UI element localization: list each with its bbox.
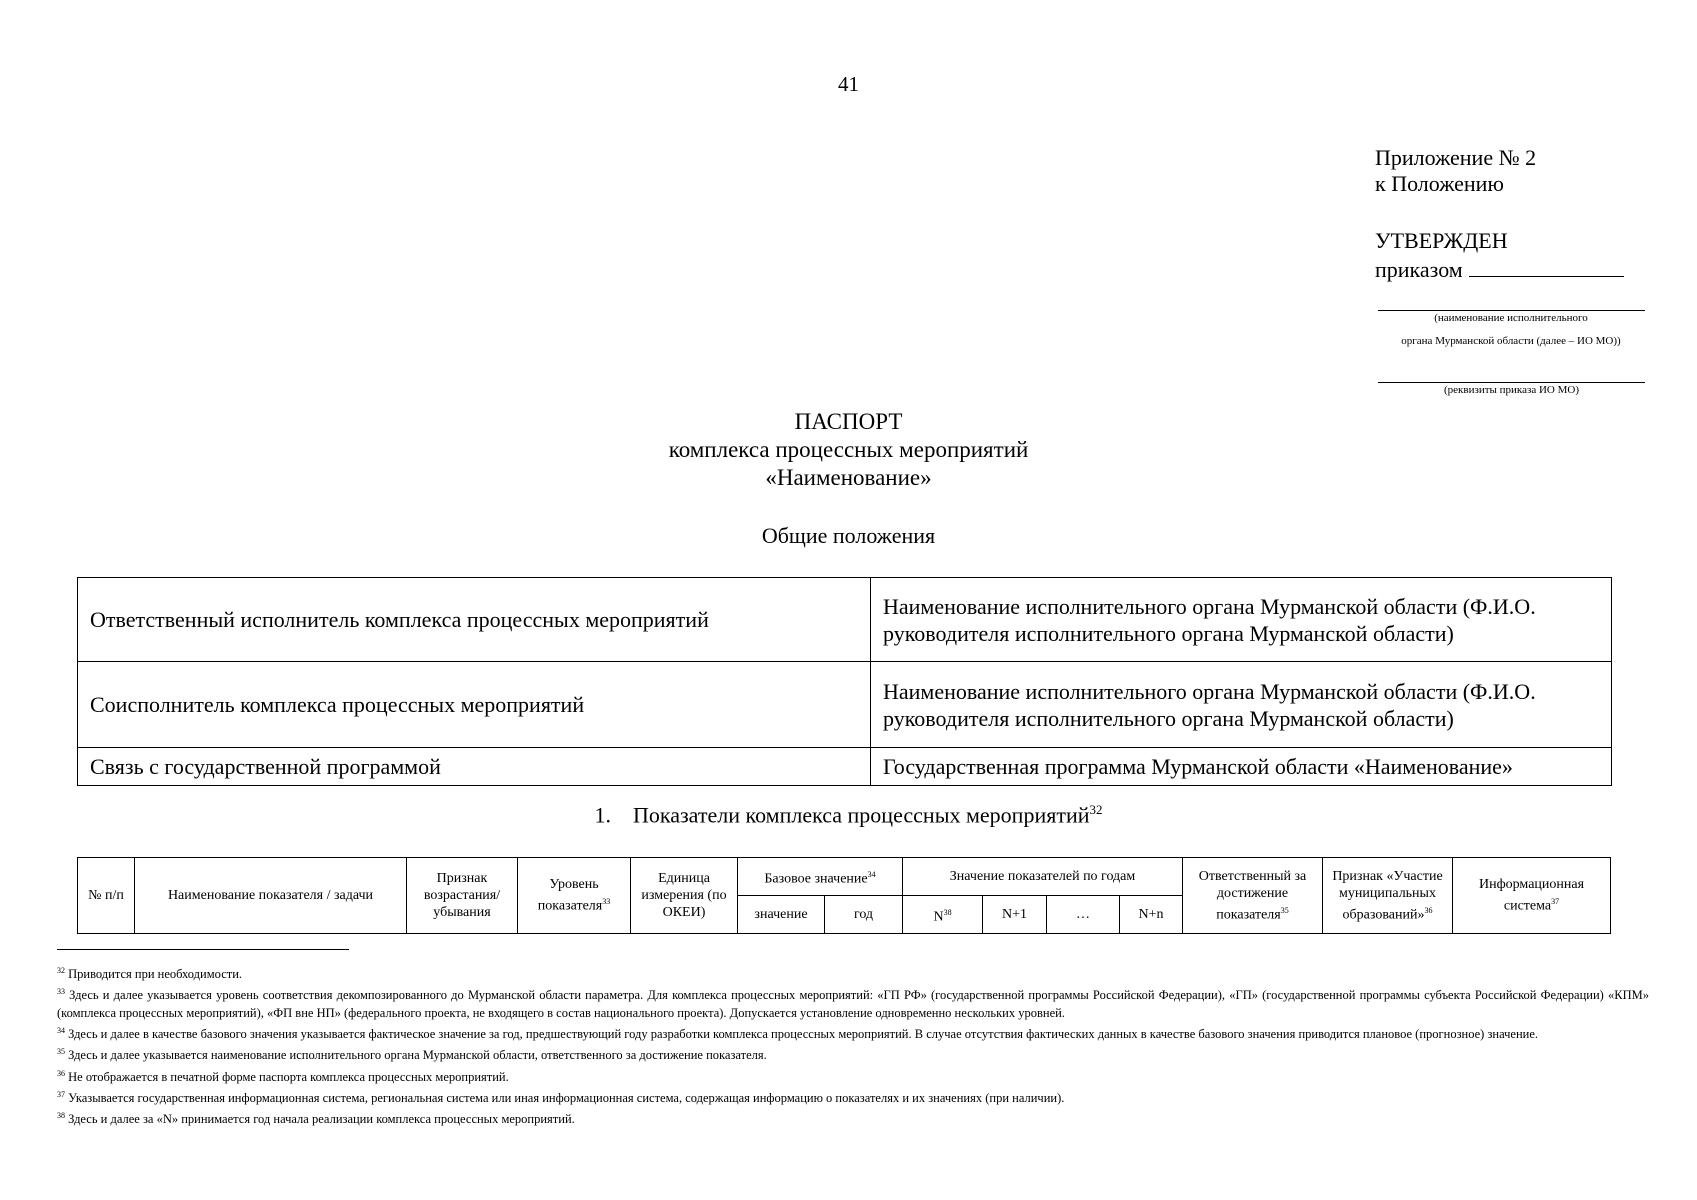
col-years: Значение показателей по годам (903, 858, 1183, 896)
col-responsible-text: Ответственный за достижение показателя (1198, 868, 1307, 923)
footnote-ref: 35 (1280, 905, 1289, 915)
footnote-32: $^{32}$ Приводится при необходимости. (57, 966, 243, 982)
table-header-row (78, 858, 1611, 896)
requisites-line (1378, 382, 1645, 383)
approval-order-label: приказом (1375, 257, 1463, 282)
caption-org-1: (наименование исполнительного (1434, 312, 1588, 324)
table-row (78, 662, 1612, 748)
footnote-37: $^{37}$ Указывается государственная информационная система, региональная система или иная информационная система, содержащая информацию о показателях и их значениях (при наличии). (57, 1089, 1065, 1105)
col-municipal-text: Признак «Участие муниципальных образований» (1332, 868, 1443, 923)
col-trend: Признак возрастания/ убывания (407, 858, 518, 934)
approval-title: УТВЕРЖДЕН (1375, 228, 1508, 253)
col-year-nn: N+n (1120, 896, 1183, 934)
row-value: Государственная программа Мурманской области «Наименование» (871, 748, 1612, 786)
passport-subtitle: комплекса процессных мероприятий (668, 437, 1029, 462)
passport-title-block (0, 408, 1697, 492)
footnote-ref: 32 (1089, 802, 1103, 817)
section-title: Показатели комплекса процессных мероприятий (632, 802, 1090, 828)
col-responsible (1183, 858, 1323, 934)
appendix-line-2: к Положению (1375, 171, 1504, 196)
approval-block (1375, 226, 1624, 284)
section-number: 1. (594, 802, 611, 828)
col-infosys-text: Информационная система (1478, 877, 1585, 914)
col-year-dots: … (1047, 896, 1120, 934)
table-row (78, 578, 1612, 662)
general-table (77, 577, 1612, 786)
passport-name: «Наименование» (765, 465, 932, 490)
col-base-year: год (825, 896, 903, 934)
approval-order-line (1375, 255, 1624, 284)
footnote-36: $^{36}$ Не отображается в печатной форме паспорта комплекса процессных мероприятий. (57, 1068, 509, 1084)
col-number: № п/п (78, 858, 135, 934)
col-infosys (1453, 858, 1611, 934)
col-base (738, 858, 903, 896)
col-base-text: Базовое значение (764, 871, 868, 887)
page-number: 41 (838, 72, 859, 96)
general-heading: Общие положения (761, 523, 936, 548)
row-label: Связь с государственной программой (78, 748, 871, 786)
footnote-ref: 34 (867, 869, 876, 879)
col-year-n-text: N (933, 909, 944, 925)
order-fill-line (1469, 256, 1624, 277)
row-value: Наименование исполнительного органа Мурманской области (Ф.И.О. руководителя исполнительного органа Мурманской области) (871, 662, 1612, 748)
passport-title: ПАСПОРТ (794, 409, 903, 434)
row-value: Наименование исполнительного органа Мурманской области (Ф.И.О. руководителя исполнительного органа Мурманской области) (871, 578, 1612, 662)
row-label: Соисполнитель комплекса процессных мероприятий (78, 662, 871, 748)
footnote-ref: 38 (943, 907, 952, 917)
footnote-33: $^{33}$ Здесь и далее указывается уровень соответствия декомпозированного до Мурманской области параметра. Для комплекса процессных мероприятий: «ГП РФ» (государственной программы Российской Федерации), «ГП» (государственной программы субъекта Российской Федерации) «КПМ» (комплекса процессных мероприятий), «ФП вне НП» (федерального проекта, не входящего в состав национального проекта). Допускается установление одновременно нескольких уровней. (57, 987, 1649, 1021)
col-level-text: Уровень показателя (537, 877, 603, 914)
table-row (78, 748, 1612, 786)
col-year-n (903, 896, 983, 934)
col-municipal (1323, 858, 1453, 934)
appendix-label (1375, 145, 1536, 197)
section-heading (0, 802, 1697, 828)
caption-requisites: (реквизиты приказа ИО МО) (1444, 384, 1579, 396)
footnote-separator (57, 949, 349, 950)
indicators-table (77, 857, 1611, 934)
footnotes (57, 962, 1649, 1128)
col-unit: Единица измерения (по ОКЕИ) (631, 858, 738, 934)
footnote-35: $^{35}$ Здесь и далее указывается наименование исполнительного органа Мурманской области, ответственного за достижение показателя. (57, 1047, 767, 1063)
footnote-34: $^{34}$ Здесь и далее в качестве базового значения указывается фактическое значение за год, предшествующий году разработки комплекса процессных мероприятий. В случае отсутствия фактических данных в качестве базового значения приводится плановое (прогнозное) значение. (57, 1026, 1539, 1042)
footnote-ref: 37 (1551, 897, 1560, 907)
appendix-line-1: Приложение № 2 (1375, 145, 1537, 170)
org-name-line (1378, 310, 1645, 311)
col-year-n1: N+1 (983, 896, 1047, 934)
col-base-value: значение (738, 896, 825, 934)
footnote-ref: 36 (1424, 905, 1433, 915)
footnote-38: $^{38}$ Здесь и далее за «N» принимается год начала реализации комплекса процессных мероприятий. (57, 1110, 575, 1127)
row-label: Ответственный исполнитель комплекса процессных мероприятий (78, 578, 871, 662)
col-level (518, 858, 631, 934)
caption-org-2: органа Мурманской области (далее – ИО МО)) (1401, 335, 1621, 347)
col-name: Наименование показателя / задачи (135, 858, 407, 934)
footnote-ref: 33 (602, 897, 611, 907)
